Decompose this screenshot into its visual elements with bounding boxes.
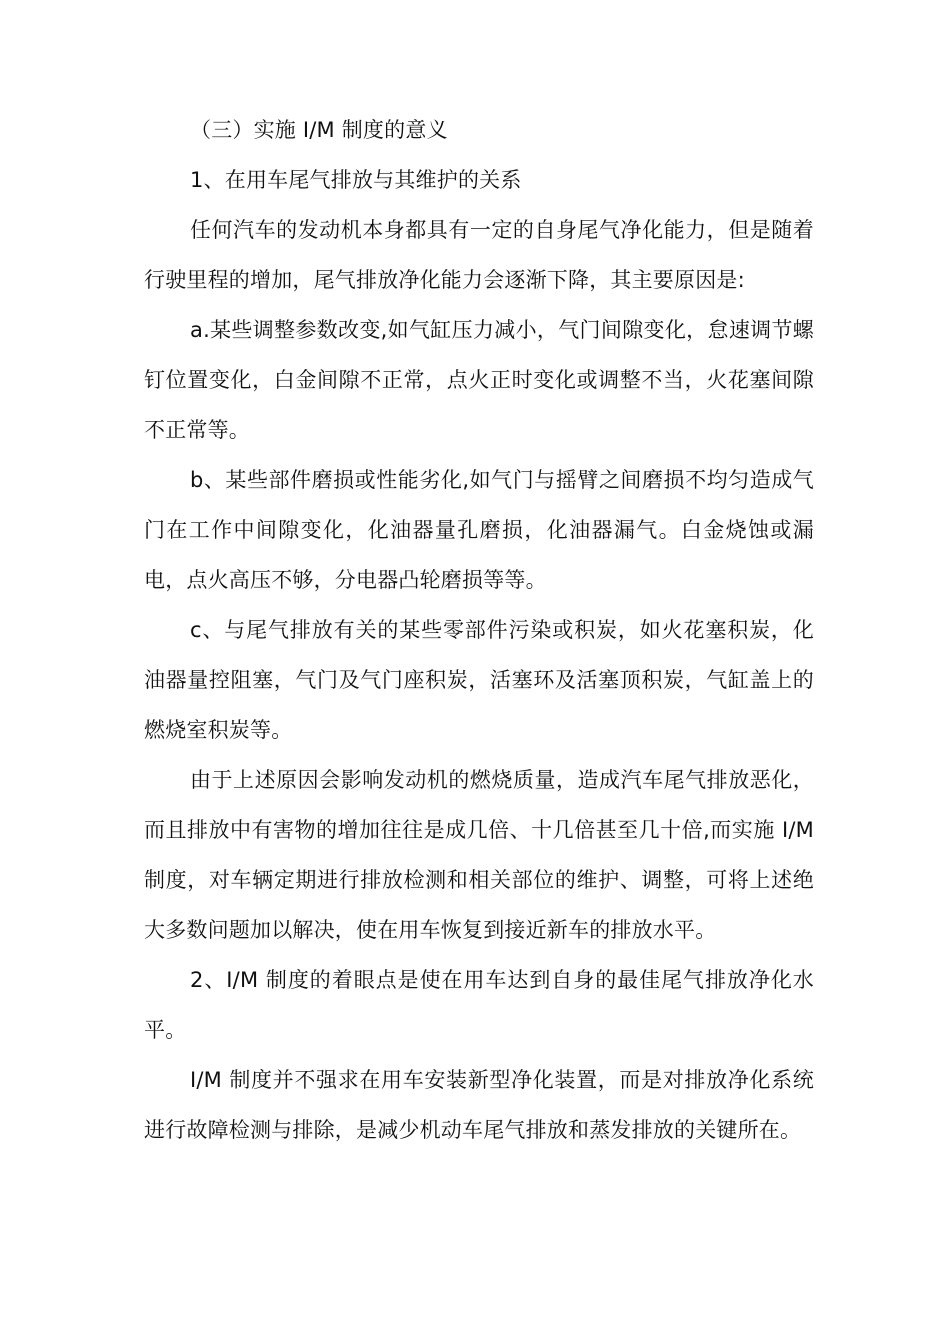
heading-1: 1、在用车尾气排放与其维护的关系 xyxy=(190,168,522,192)
paragraph-conclusion: 由于上述原因会影响发动机的燃烧质量，造成汽车尾气排放恶化，而且排放中有害物的增加往往是成几倍、十几倍甚至几十倍,而实施 I/M 制度，对车辆定期进行排放检测和相关部位的维护、调整，可将上述绝大多数问题加以解决，使在用车恢复到接近新车的排放水平。 xyxy=(144,768,814,942)
paragraph-closing: I/M 制度并不强求在用车安装新型净化装置，而是对排放净化系统进行故障检测与排除，是减少机动车尾气排放和蒸发排放的关键所在。 xyxy=(144,1068,814,1142)
paragraph-intro: 任何汽车的发动机本身都具有一定的自身尾气净化能力，但是随着行驶里程的增加，尾气排放净化能力会逐渐下降，其主要原因是: xyxy=(144,218,814,292)
section-heading: （三）实施 I/M 制度的意义 xyxy=(190,118,448,142)
paragraph-reason-c: c、与尾气排放有关的某些零部件污染或积炭，如火花塞积炭，化油器量控阻塞，气门及气门座积炭，活塞环及活塞顶积炭，气缸盖上的燃烧室积炭等。 xyxy=(144,618,814,742)
heading-2: 2、I/M 制度的着眼点是使在用车达到自身的最佳尾气排放净化水平。 xyxy=(144,968,814,1042)
paragraph-reason-b: b、某些部件磨损或性能劣化,如气门与摇臂之间磨损不均匀造成气门在工作中间隙变化，化油器量孔磨损，化油器漏气。白金烧蚀或漏电，点火高压不够，分电器凸轮磨损等等。 xyxy=(144,468,814,592)
paragraph-reason-a: a.某些调整参数改变,如气缸压力减小，气门间隙变化，怠速调节螺钉位置变化，白金间隙不正常，点火正时变化或调整不当，火花塞间隙不正常等。 xyxy=(144,318,814,442)
document-body xyxy=(144,105,814,1155)
